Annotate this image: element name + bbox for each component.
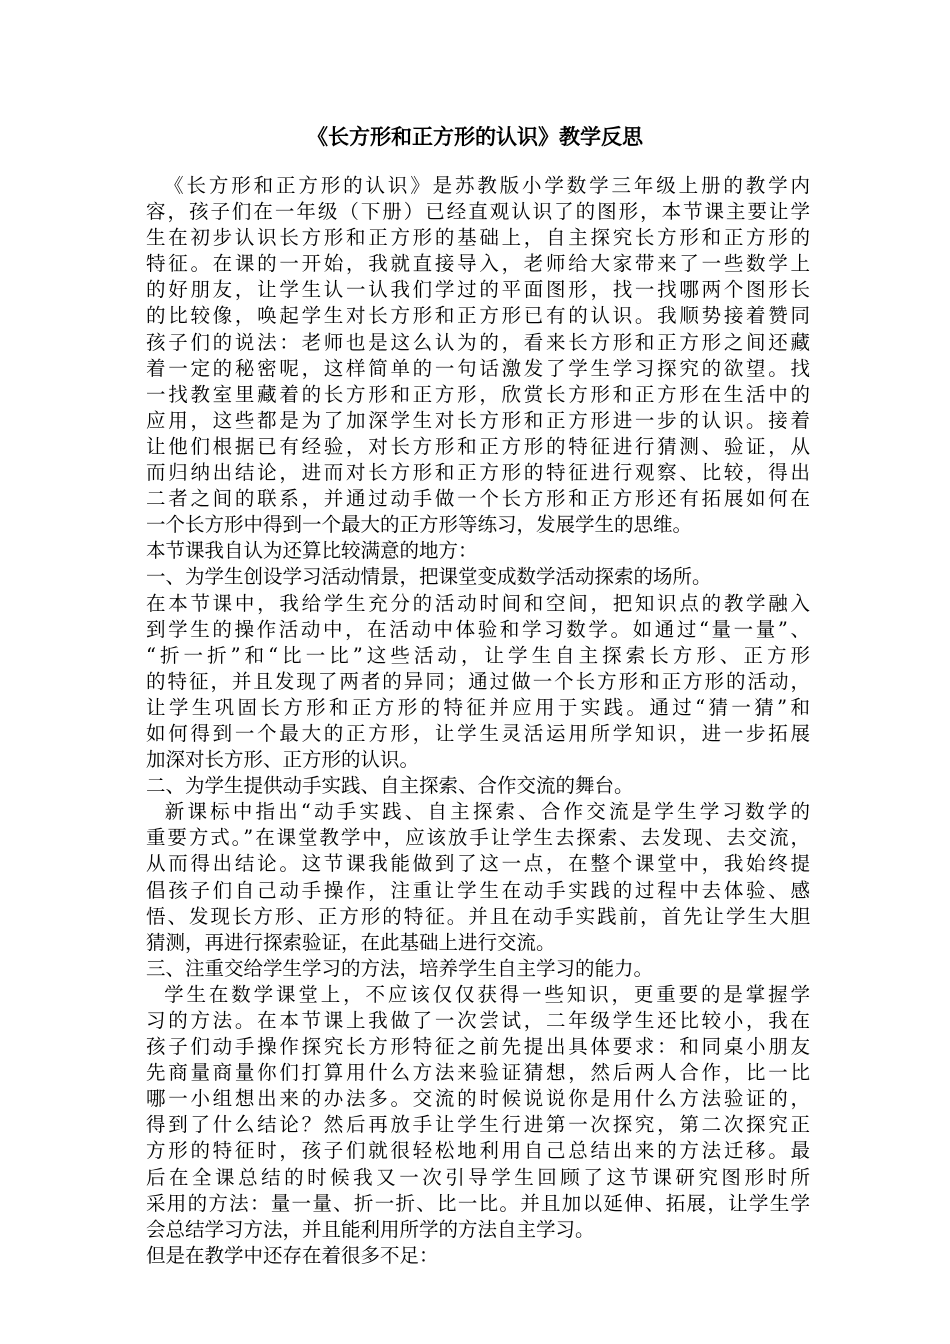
text-line: 采用的方法：量一量、折一折、比一比。并且加以延伸、拓展，让学生学 (146, 1191, 810, 1215)
text-line: 到学生的操作活动中，在活动中体验和学习数学。如通过“量一量”、 (146, 617, 810, 641)
text-line: 着一定的秘密呢，这样简单的一句话激发了学生学习探究的欲望。找 (146, 356, 810, 380)
document-title: 《长方形和正方形的认识》教学反思 (307, 124, 643, 149)
text-line: 如何得到一个最大的正方形，让学生灵活运用所学知识，进一步拓展 (146, 721, 810, 745)
text-line: 《长方形和正方形的认识》是苏教版小学数学三年级上册的教学内 (146, 174, 810, 197)
text-line: 学生在数学课堂上，不应该仅仅获得一些知识，更重要的是掌握学 (146, 982, 810, 1006)
text-line: 容，孩子们在一年级（下册）已经直观认识了的图形，本节课主要让学 (146, 200, 810, 224)
text-line: 生在初步认识长方形和正方形的基础上，自主探究长方形和正方形的 (146, 226, 810, 250)
text-line: 新课标中指出“动手实践、自主探索、合作交流是学生学习数学的 (146, 800, 810, 824)
document-body (146, 173, 810, 1269)
text-line: 让他们根据已有经验，对长方形和正方形的特征进行猜测、验证，从 (146, 434, 810, 458)
text-line: 哪一小组想出来的办法多。交流的时候说说你是用什么方法验证的， (146, 1087, 810, 1111)
text-line: 二者之间的联系，并通过动手做一个长方形和正方形还有拓展如何在 (146, 487, 810, 511)
text-line: 后在全课总结的时候我又一次引导学生回顾了这节课研究图形时所 (146, 1165, 810, 1189)
text-line: 从而得出结论。这节课我能做到了这一点，在整个课堂中，我始终提 (146, 852, 810, 876)
text-line: 本节课我自认为还算比较满意的地方： (146, 539, 478, 563)
text-line: 一个长方形中得到一个最大的正方形等练习，发展学生的思维。 (146, 513, 693, 537)
text-line: 孩子们的说法：老师也是这么认为的，看来长方形和正方形之间还藏 (146, 330, 810, 354)
text-line: 孩子们动手操作探究长方形特征之前先提出具体要求：和同桌小朋友 (146, 1035, 810, 1059)
text-line: 方形的特征时，孩子们就很轻松地利用自己总结出来的方法迁移。最 (146, 1139, 810, 1163)
text-line: 悟、发现长方形、正方形的特征。并且在动手实践前，首先让学生大胆 (146, 904, 810, 928)
text-line: 重要方式。”在课堂教学中，应该放手让学生去探索、去发现、去交流， (146, 826, 810, 850)
text-line: 的好朋友，让学生认一认我们学过的平面图形，找一找哪两个图形长 (146, 278, 810, 302)
text-line: 三、注重交给学生学习的方法，培养学生自主学习的能力。 (146, 956, 654, 980)
text-line: 会总结学习方法，并且能利用所学的方法自主学习。 (146, 1217, 595, 1241)
text-line: 先商量商量你们打算用什么方法来验证猜想，然后两人合作，比一比 (146, 1061, 810, 1085)
text-line: 加深对长方形、正方形的认识。 (146, 748, 420, 772)
text-line: “折一折”和“比一比”这些活动，让学生自主探索长方形、正方形 (146, 643, 810, 667)
text-line: 在本节课中，我给学生充分的活动时间和空间，把知识点的教学融入 (146, 591, 810, 615)
text-line: 二、为学生提供动手实践、自主探索、合作交流的舞台。 (146, 774, 634, 798)
text-line: 特征。在课的一开始，我就直接导入，老师给大家带来了一些数学上 (146, 252, 810, 276)
text-line: 而归纳出结论，进而对长方形和正方形的特征进行观察、比较，得出 (146, 461, 810, 485)
text-line: 得到了什么结论？然后再放手让学生行进第一次探究，第二次探究正 (146, 1113, 810, 1137)
text-line: 一找教室里藏着的长方形和正方形，欣赏长方形和正方形在生活中的 (146, 382, 810, 406)
text-line: 倡孩子们自己动手操作，注重让学生在动手实践的过程中去体验、感 (146, 878, 810, 902)
text-line: 的特征，并且发现了两者的异同；通过做一个长方形和正方形的活动， (146, 669, 810, 693)
text-line: 应用，这些都是为了加深学生对长方形和正方形进一步的认识。接着 (146, 408, 810, 432)
text-line: 一、为学生创设学习活动情景，把课堂变成数学活动探索的场所。 (146, 565, 712, 589)
text-line: 让学生巩固长方形和正方形的特征并应用于实践。通过“猜一猜”和 (146, 695, 810, 719)
text-line: 的比较像，唤起学生对长方形和正方形已有的认识。我顺势接着赞同 (146, 304, 810, 328)
text-line: 但是在教学中还存在着很多不足： (146, 1243, 439, 1267)
text-line: 习的方法。在本节课上我做了一次尝试，二年级学生还比较小，我在 (146, 1009, 810, 1032)
text-line: 猜测，再进行探索验证，在此基础上进行交流。 (146, 930, 556, 954)
